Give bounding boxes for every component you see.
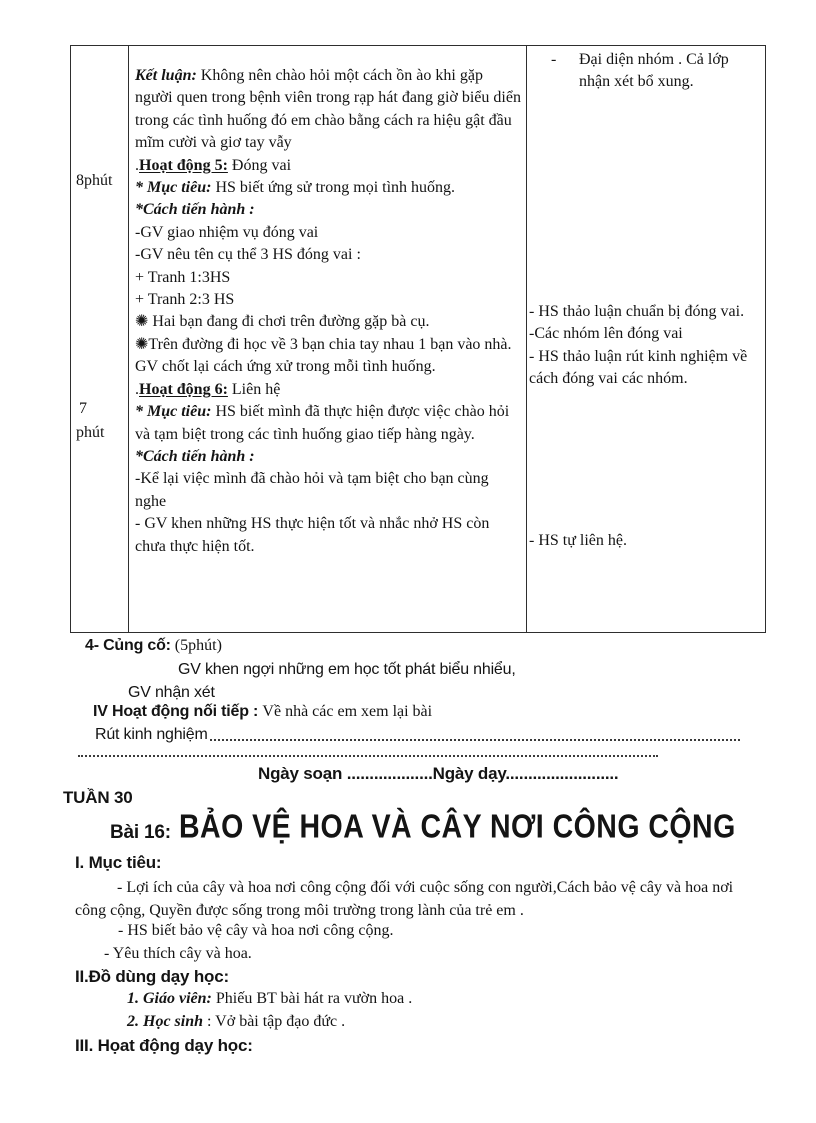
note-line: -Các nhóm lên đóng vai xyxy=(529,325,683,343)
objective-line: - Yêu thích cây và hoa. xyxy=(104,945,252,962)
dotted-leader xyxy=(210,739,740,741)
note-line: - HS thảo luận chuẩn bị đóng vai. xyxy=(529,303,745,320)
situation-bullet-2: ✺Trên đường đi học về 3 bạn chia tay nhau 1 bạn vào nhà. xyxy=(135,335,512,353)
note-line: - HS thảo luận rút kinh nghiệm về cách đóng vai các nhóm. xyxy=(529,347,748,388)
time-column xyxy=(71,46,129,632)
activity-5-goal: * Mục tiêu: HS biết ứng sử trong mọi tình huống. xyxy=(135,179,456,197)
lesson-title-row xyxy=(110,806,784,846)
teacher-label: 1. Giáo viên: xyxy=(127,990,212,1007)
activity-6-goal: * Mục tiêu: HS biết mình đã thực hiện được việc chào hỏi và tạm biệt trong các tình huống giao tiếp hàng ngày. xyxy=(135,403,510,443)
followup-activity-line: IV Hoạt động nối tiếp : Về nhà các em xem lại bài xyxy=(93,703,433,720)
activity-6-heading: .Hoạt động 6: Liên hệ xyxy=(135,380,281,398)
objective-paragraph: - Lợi ích của cây và hoa nơi công cộng đối với cuộc sống con người,Cách bảo vệ cây và hoa nơi công cộng, Quyền được sống trong môi trường trong lành của trẻ em . xyxy=(75,879,734,919)
student-activity-column xyxy=(527,46,765,632)
activity-6-method-heading: *Cách tiến hành : xyxy=(135,447,255,465)
step-line: -GV nêu tên cụ thể 3 HS đóng vai : xyxy=(135,246,361,264)
teacher-materials-line: 1. Giáo viên: Phiếu BT bài hát ra vườn hoa . xyxy=(127,990,413,1007)
step-line: + Tranh 1:3HS xyxy=(135,268,231,286)
step-line: - GV khen những HS thực hiện tốt và nhắc nhở HS còn chưa thực hiện tốt. xyxy=(135,515,490,555)
materials-heading: II.Đồ dùng dạy học: xyxy=(75,967,229,986)
teacher-comment-line: GV nhận xét xyxy=(128,684,215,701)
time-7-minutes-unit: phút xyxy=(76,424,105,441)
activity-5-heading: .Hoạt động 5: Đóng vai xyxy=(135,156,292,174)
praise-line: GV khen ngợi những em học tốt phát biểu nhiểu, xyxy=(178,661,516,678)
activity-table xyxy=(70,45,766,633)
note-group-presentation: - Đại diện nhóm . Cả lớp nhận xét bổ xung. xyxy=(551,51,729,91)
list-dash: - xyxy=(551,51,557,68)
conclusion-paragraph: Kết luận: Không nên chào hỏi một cách ồn ào khi gặp người quen trong bệnh viên trong rạp hát đang giờ biểu diển trong các tình huống đó em chào bằng cách ra hiệu gật đầu mĩm cười và giơ tay vẫy xyxy=(135,67,521,152)
teacher-activity-column xyxy=(129,46,527,632)
dotted-rule xyxy=(78,749,658,757)
note-role-play xyxy=(529,301,763,391)
consolidation-heading: 4- Củng cố: (5phút) xyxy=(85,637,222,654)
activity-5-method-heading: *Cách tiến hành : xyxy=(135,201,255,219)
objective-line: - HS biết bảo vệ cây và hoa nơi công cộng. xyxy=(118,922,394,939)
student-materials-line: 2. Học sinh : Vở bài tập đạo đức . xyxy=(127,1013,346,1030)
note-self-connection: - HS tự liên hệ. xyxy=(529,532,627,549)
step-line: -GV giao nhiệm vụ đóng vai xyxy=(135,223,319,241)
lesson-number-label: Bài 16: xyxy=(110,822,171,843)
week-label: TUẦN 30 xyxy=(63,788,133,807)
time-7-minutes-number: 7 xyxy=(79,400,87,417)
step-line: + Tranh 2:3 HS xyxy=(135,291,235,309)
time-8-minutes: 8phút xyxy=(76,172,113,189)
conclusion-label: Kết luận: xyxy=(135,67,197,84)
activity-6-label: Hoạt động 6: xyxy=(139,380,228,398)
teacher-summary-line: GV chốt lại cách ứng xử trong mỗi tình huống. xyxy=(135,358,436,376)
step-line: -Kể lại việc mình đã chào hỏi và tạm biệt cho bạn cùng nghe xyxy=(135,470,489,510)
activity-5-label: Hoạt động 5: xyxy=(139,156,228,174)
situation-bullet-1: ✺ Hai bạn đang đi chơi trên đường gặp bà cụ. xyxy=(135,313,430,331)
lesson-title: BẢO VỆ HOA VÀ CÂY NƠI CÔNG CỘNG xyxy=(178,807,736,845)
date-line: Ngày soạn ...................Ngày dạy......................... xyxy=(258,764,619,783)
objectives-heading: I. Mục tiêu: xyxy=(75,853,162,872)
student-label: 2. Học sinh xyxy=(127,1013,204,1030)
experience-notes-line: Rút kinh nghiệm xyxy=(95,726,740,744)
teaching-activities-heading: III. Họat động dạy học: xyxy=(75,1036,253,1055)
